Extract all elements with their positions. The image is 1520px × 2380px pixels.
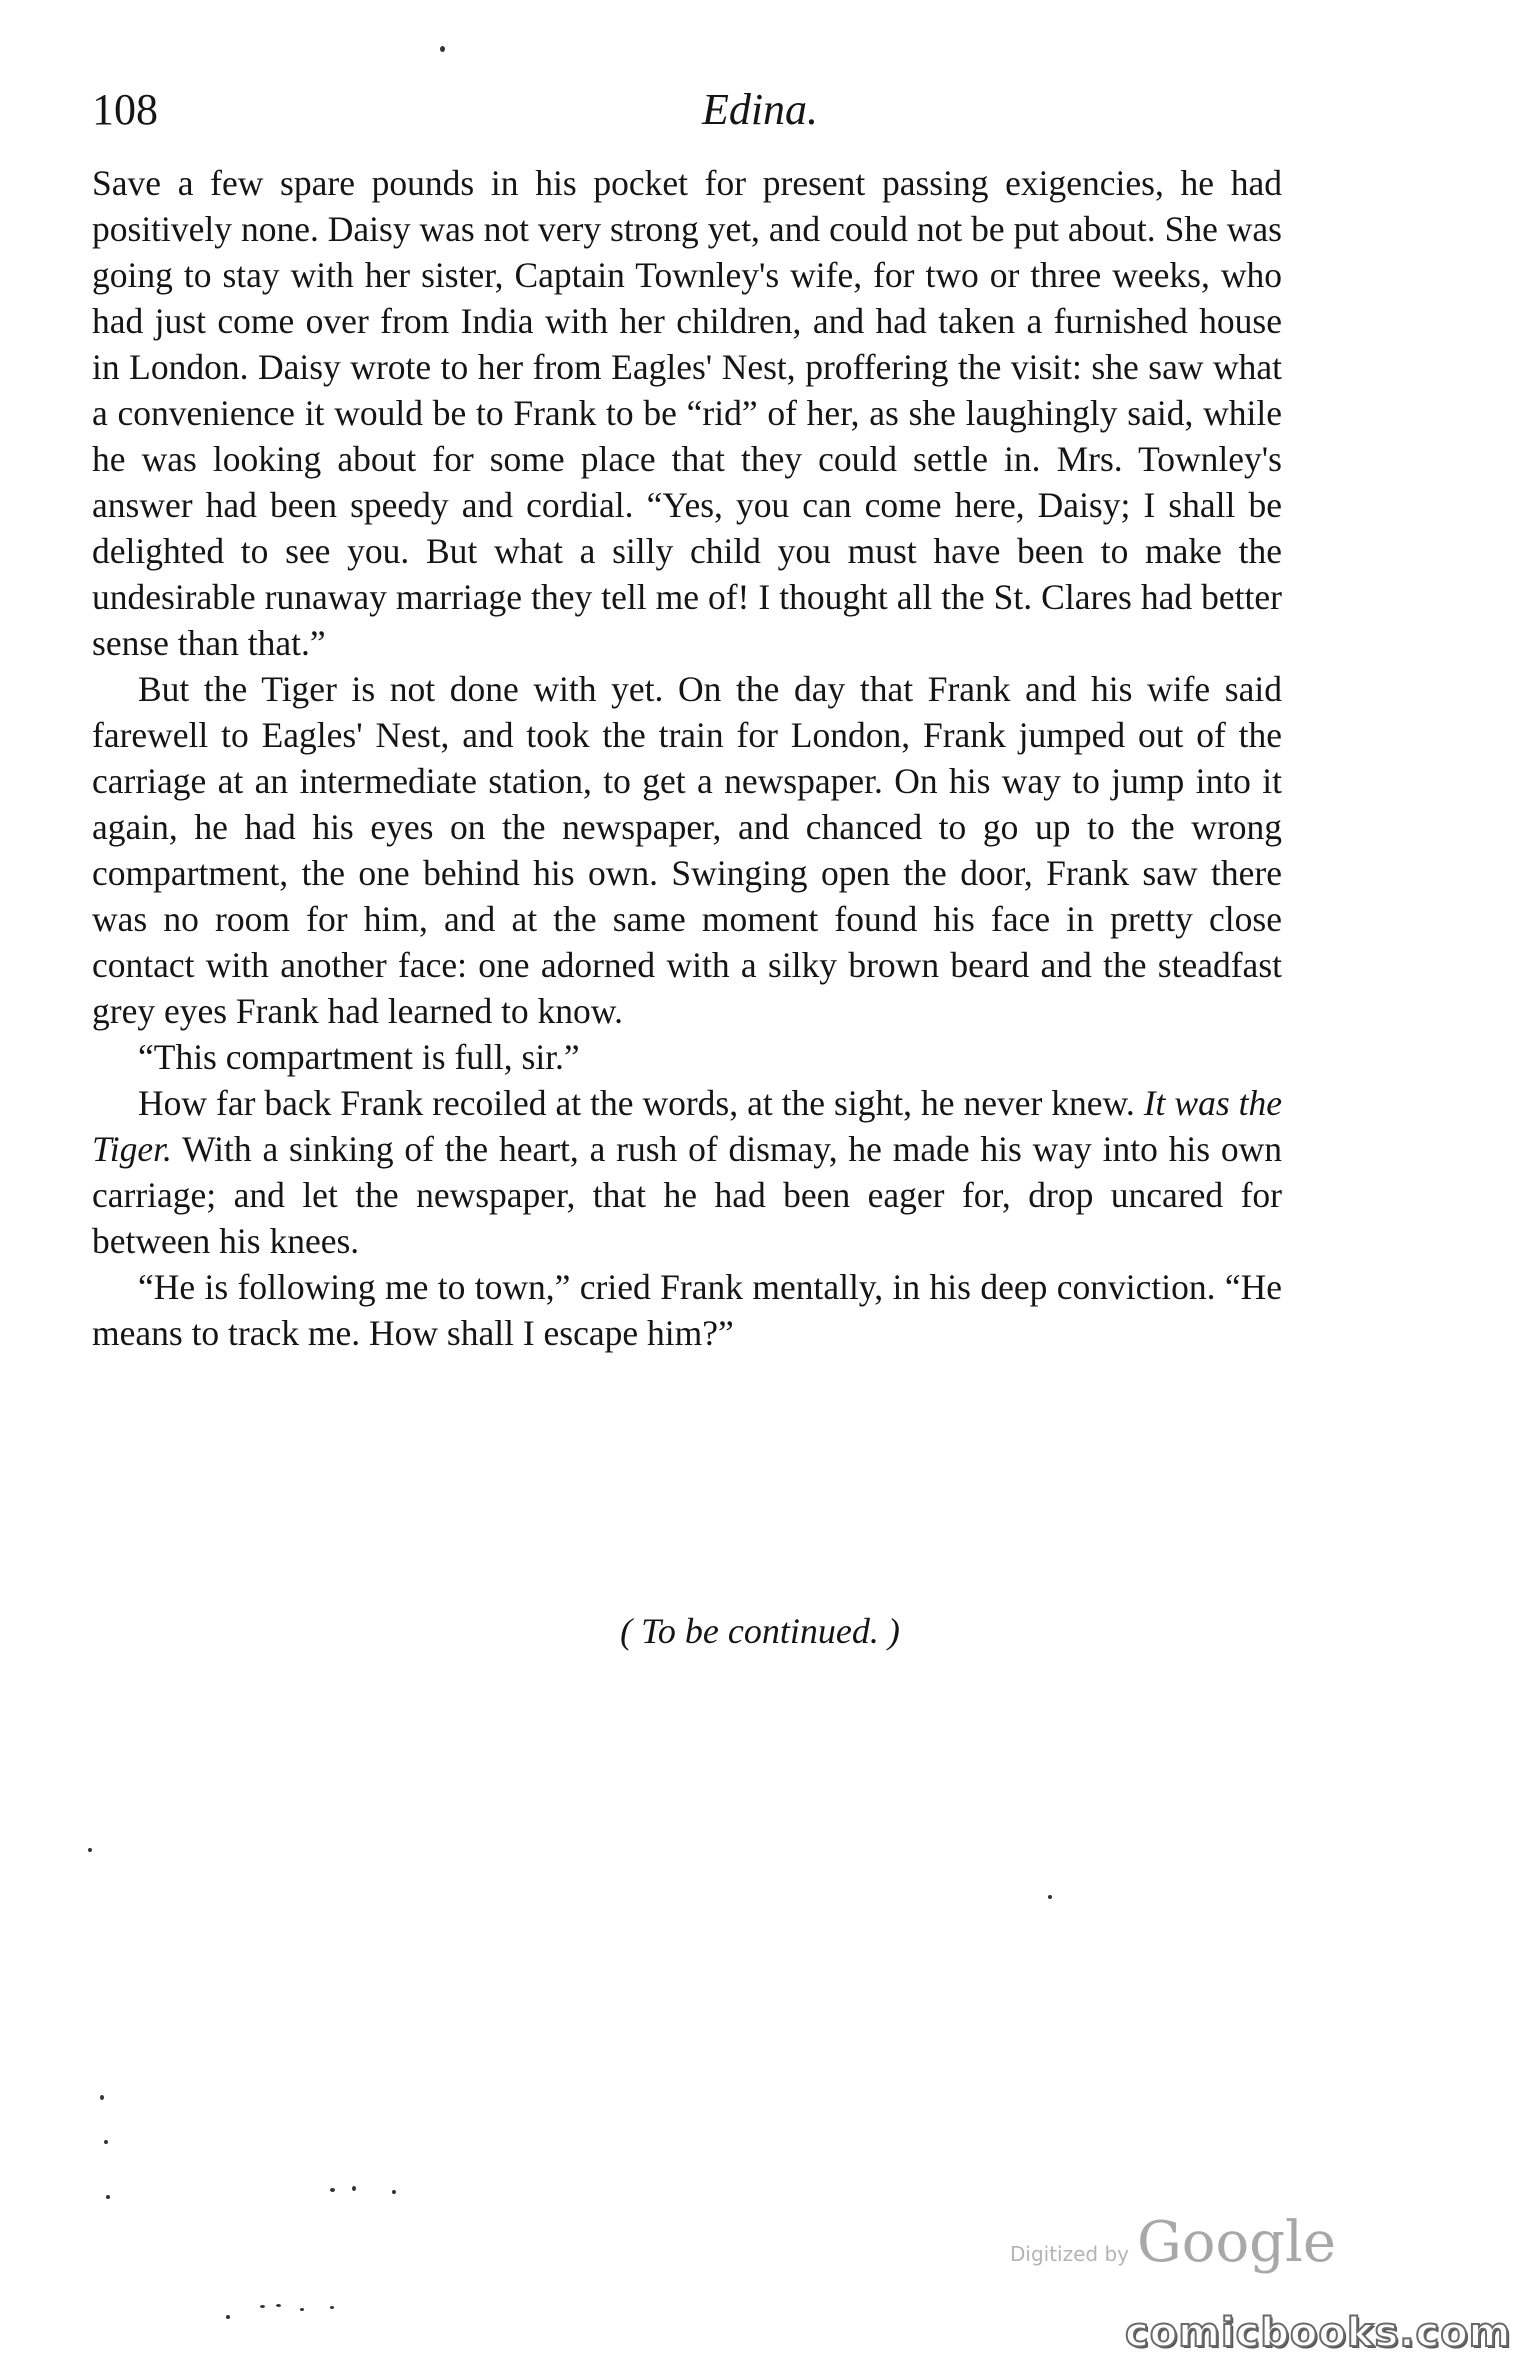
paragraph — [92, 1080, 1282, 1264]
site-watermark: comicbooks.com — [1125, 2310, 1512, 2356]
digitized-label: Digitized by — [1010, 2242, 1129, 2266]
text-block — [92, 160, 1282, 1356]
print-speck — [106, 2195, 110, 2199]
google-logo: Google — [1137, 2210, 1337, 2275]
paragraph: Save a few spare pounds in his pocket for present passing exigencies, he had positively none. Daisy was not very strong yet, and could not be put about. She was going to stay with her sister, Captain Townley's wife, for two or three weeks, who had just come over from India with her children, and had taken a furnished house in London. Daisy wrote to her from Eagles' Nest, proffering the visit: she saw what a convenience it would be to Frank to be “rid” of her, as she laughingly said, while he was looking about for some place that they could settle in. Mrs. Townley's answer had been speedy and cordial. “Yes, you can come here, Daisy; I shall be delighted to see you. But what a silly child you must have been to make the undesirable runaway marriage they tell me of! I thought all the St. Clares had better sense than that.” — [92, 163, 1282, 663]
print-speck — [352, 2186, 356, 2191]
paragraph-text: With a sinking of the heart, a rush of dismay, he made his way into his own carriage; and let the newspaper, that he had been eager for, drop uncared for between his knees. — [92, 1129, 1282, 1261]
paragraph-text: How far back Frank recoiled at the words, at the sight, he never knew. — [138, 1083, 1144, 1123]
print-speck — [104, 2140, 108, 2144]
paragraph: “This compartment is full, sir.” — [138, 1037, 580, 1077]
print-speck — [440, 46, 445, 52]
print-speck — [1048, 1895, 1052, 1899]
digitized-watermark — [1010, 2210, 1336, 2275]
page-number: 108 — [92, 85, 158, 134]
print-speck — [88, 1848, 92, 1852]
italic-emphasis: It was the Tiger. — [92, 1083, 1282, 1169]
print-speck — [100, 2095, 104, 2100]
print-speck — [260, 2305, 265, 2308]
print-speck — [330, 2306, 334, 2309]
print-speck — [392, 2190, 396, 2194]
to-be-continued: ( To be continued. ) — [620, 1611, 900, 1651]
running-title: Edina. — [701, 85, 819, 134]
paragraph: But the Tiger is not done with yet. On the day that Frank and his wife said farewell to Eagles' Nest, and took the train for London, Frank jumped out of the carriage at an intermediate station, to get a newspaper. On his way to jump into it again, he had his eyes on the newspaper, and chanced to go up to the wrong compartment, the one behind his own. Swinging open the door, Frank saw there was no room for him, and at the same moment found his face in pretty close contact with another face: one adorned with a silky brown beard and the steadfast grey eyes Frank had learned to know. — [92, 669, 1282, 1031]
print-speck — [330, 2188, 335, 2192]
print-speck — [276, 2304, 281, 2307]
paragraph: “He is following me to town,” cried Frank mentally, in his deep conviction. “He means to track me. How shall I escape him?” — [92, 1267, 1282, 1353]
print-speck — [226, 2315, 230, 2319]
print-speck — [300, 2308, 304, 2311]
